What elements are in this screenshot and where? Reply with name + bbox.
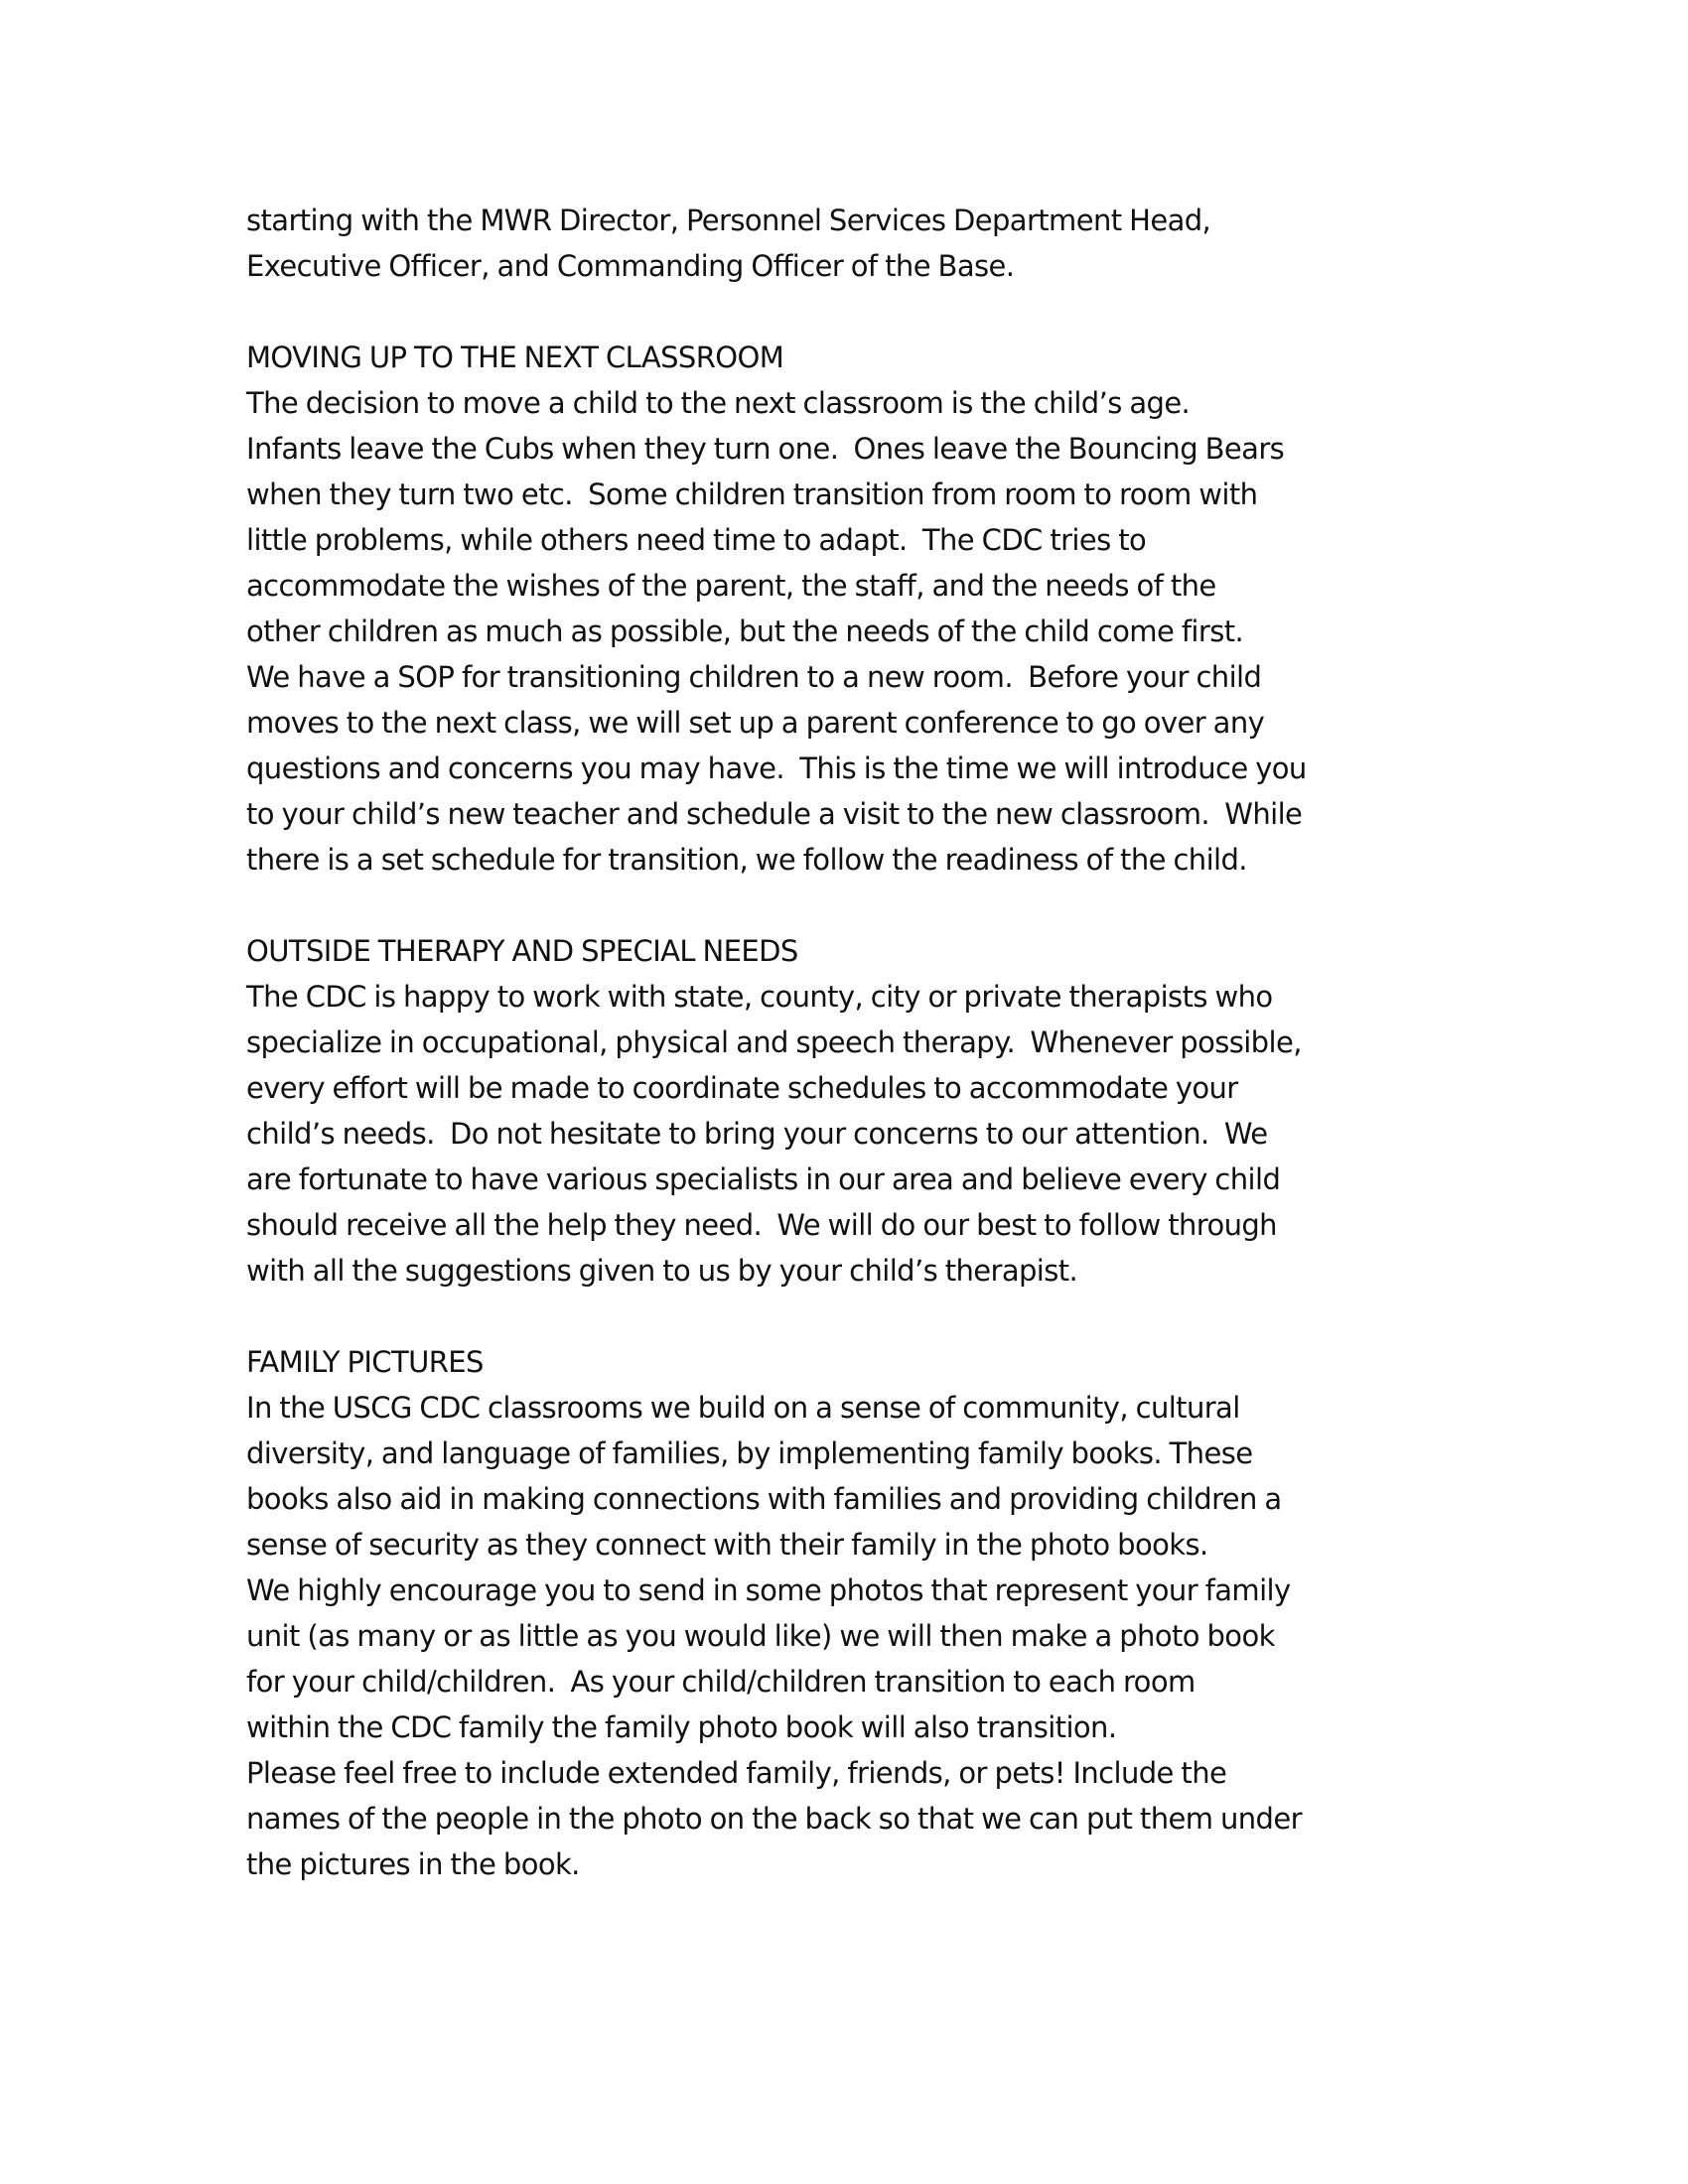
- text-line: should receive all the help they need. We will do our best to follow through: [246, 1208, 1277, 1242]
- text-line: for your child/children. As your child/children transition to each room: [246, 1665, 1196, 1699]
- text-line: The CDC is happy to work with state, county, city or private therapists who: [246, 980, 1273, 1014]
- text-line: Please feel free to include extended family, friends, or pets! Include the: [246, 1756, 1227, 1790]
- text-line: to your child’s new teacher and schedule a visit to the new classroom. While: [246, 797, 1303, 831]
- text-line: diversity, and language of families, by implementing family books. These: [246, 1436, 1253, 1470]
- paragraph-gap: [246, 289, 1438, 335]
- text-line: moves to the next class, we will set up a parent conference to go over any: [246, 706, 1265, 740]
- text-line: the pictures in the book.: [246, 1847, 580, 1881]
- text-line: are fortunate to have various specialists in our area and believe every child: [246, 1162, 1281, 1196]
- text-line: accommodate the wishes of the parent, the staff, and the needs of the: [246, 569, 1216, 603]
- text-line: unit (as many or as little as you would like) we will then make a photo book: [246, 1619, 1275, 1653]
- text-line: starting with the MWR Director, Personnel Services Department Head,: [246, 204, 1211, 237]
- paragraph-gap: [246, 883, 1438, 928]
- section-outside-therapy: [246, 928, 1438, 1294]
- text-line: Infants leave the Cubs when they turn one. Ones leave the Bouncing Bears: [246, 432, 1285, 466]
- text-line: The decision to move a child to the next classroom is the child’s age.: [246, 386, 1191, 420]
- text-line: specialize in occupational, physical and speech therapy. Whenever possible,: [246, 1025, 1302, 1059]
- text-line: In the USCG CDC classrooms we build on a sense of community, cultural: [246, 1391, 1240, 1425]
- text-line: We have a SOP for transitioning children to a new room. Before your child: [246, 660, 1262, 694]
- text-line: other children as much as possible, but the needs of the child come first.: [246, 614, 1244, 648]
- text-line: every effort will be made to coordinate schedules to accommodate your: [246, 1071, 1238, 1105]
- text-line: books also aid in making connections with families and providing children a: [246, 1482, 1282, 1516]
- intro-paragraph: [246, 198, 1438, 289]
- document-page: [246, 198, 1438, 1887]
- text-line: sense of security as they connect with their family in the photo books.: [246, 1528, 1208, 1562]
- section-family-pictures: [246, 1339, 1438, 1887]
- text-line: We highly encourage you to send in some photos that represent your family: [246, 1573, 1291, 1607]
- text-line: names of the people in the photo on the back so that we can put them under: [246, 1802, 1302, 1836]
- text-line: little problems, while others need time to adapt. The CDC tries to: [246, 523, 1147, 557]
- section-heading: MOVING UP TO THE NEXT CLASSROOM: [246, 341, 784, 374]
- text-line: with all the suggestions given to us by your child’s therapist.: [246, 1254, 1078, 1288]
- text-line: Executive Officer, and Commanding Officer of the Base.: [246, 249, 1015, 283]
- text-line: when they turn two etc. Some children transition from room to room with: [246, 478, 1258, 511]
- section-heading: OUTSIDE THERAPY AND SPECIAL NEEDS: [246, 934, 798, 968]
- text-line: child’s needs. Do not hesitate to bring your concerns to our attention. We: [246, 1117, 1268, 1151]
- text-line: there is a set schedule for transition, we follow the readiness of the child.: [246, 843, 1247, 877]
- section-moving-up: [246, 335, 1438, 883]
- text-line: within the CDC family the family photo book will also transition.: [246, 1710, 1117, 1744]
- paragraph-gap: [246, 1294, 1438, 1339]
- text-line: questions and concerns you may have. This is the time we will introduce you: [246, 751, 1307, 785]
- section-heading: FAMILY PICTURES: [246, 1345, 484, 1379]
